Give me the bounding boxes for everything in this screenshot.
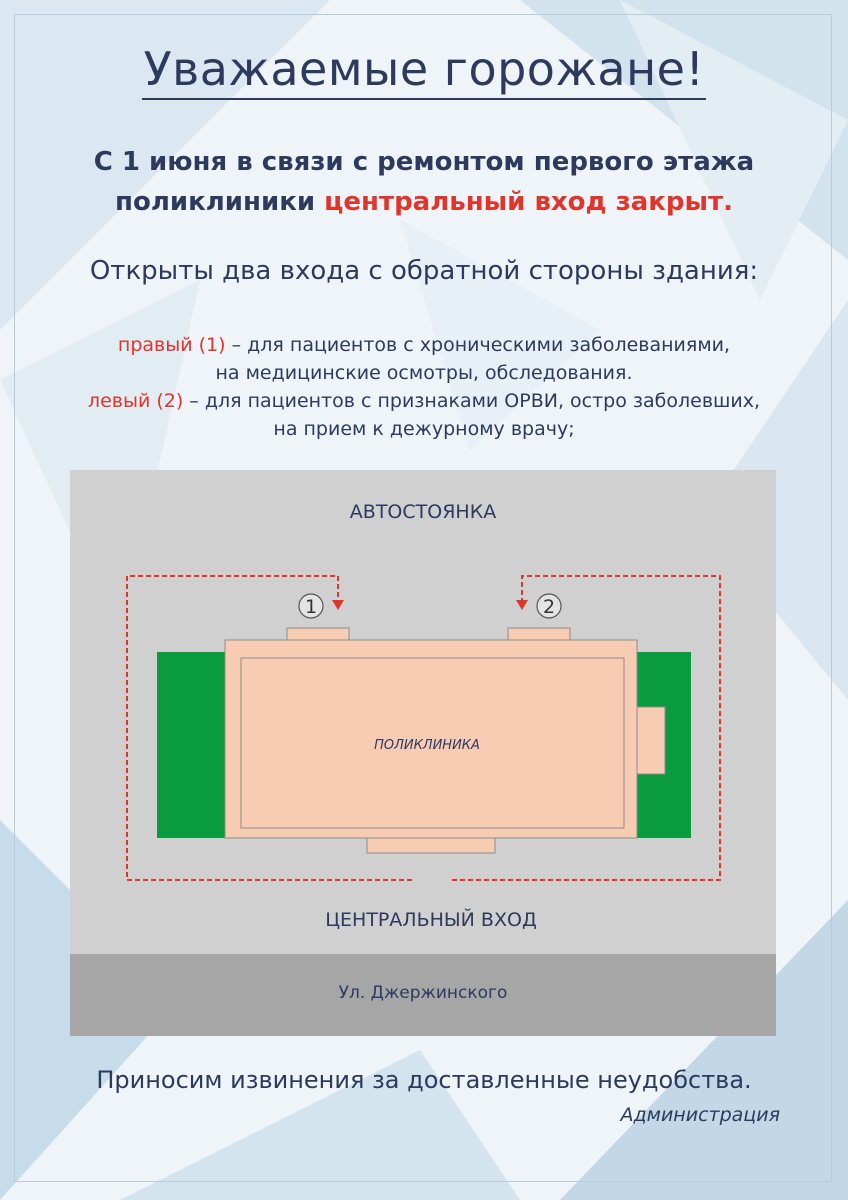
entrance-left-label: левый (2)	[87, 390, 184, 412]
building-label: ПОЛИКЛИНИКА	[374, 738, 480, 753]
entrance-1-marker: 1	[304, 596, 318, 618]
site-map	[70, 470, 776, 1036]
entrance-right-label: правый (1)	[117, 334, 226, 356]
signature: Администрация	[620, 1104, 780, 1126]
page-title	[0, 42, 848, 96]
central-entrance-porch	[367, 838, 495, 853]
entrance-right-line1	[0, 331, 848, 359]
entrance-1-porch	[287, 628, 349, 640]
subheading: Открыты два входа с обратной стороны здания:	[89, 256, 759, 286]
parking-label: АВТОСТОЯНКА	[349, 501, 497, 523]
entrances-list	[0, 331, 848, 443]
closure-notice	[0, 142, 848, 222]
entrance-right-desc1: – для пациентов с хроническими заболеваниями,	[225, 334, 731, 356]
closure-notice-line2	[0, 182, 848, 222]
street-label: Ул. Джержинского	[338, 983, 508, 1003]
entrance-2-porch	[508, 628, 570, 640]
entrance-left-desc1: – для пациентов с признаками ОРВИ, остро заболевших,	[183, 390, 761, 412]
central-entrance-label: ЦЕНТРАЛЬНЫЙ ВХОД	[325, 909, 537, 931]
closure-notice-line2-start: поликлиники	[115, 187, 325, 217]
entrance-right-desc2: на медицинские осмотры, обследования.	[215, 362, 633, 384]
entrance-left-desc2: на прием к дежурному врачу;	[273, 418, 575, 440]
page-title-text: Уважаемые горожане!	[142, 42, 707, 100]
entrance-left-line1	[0, 387, 848, 415]
green-area-left	[157, 652, 225, 838]
closure-notice-highlight: центральный вход закрыт.	[324, 187, 733, 217]
entrance-2-marker: 2	[542, 596, 556, 618]
closure-notice-line1: С 1 июня в связи с ремонтом первого этажа	[93, 147, 755, 177]
side-annex	[637, 707, 665, 774]
apology-text: Приносим извинения за доставленные неудобства.	[96, 1066, 752, 1094]
